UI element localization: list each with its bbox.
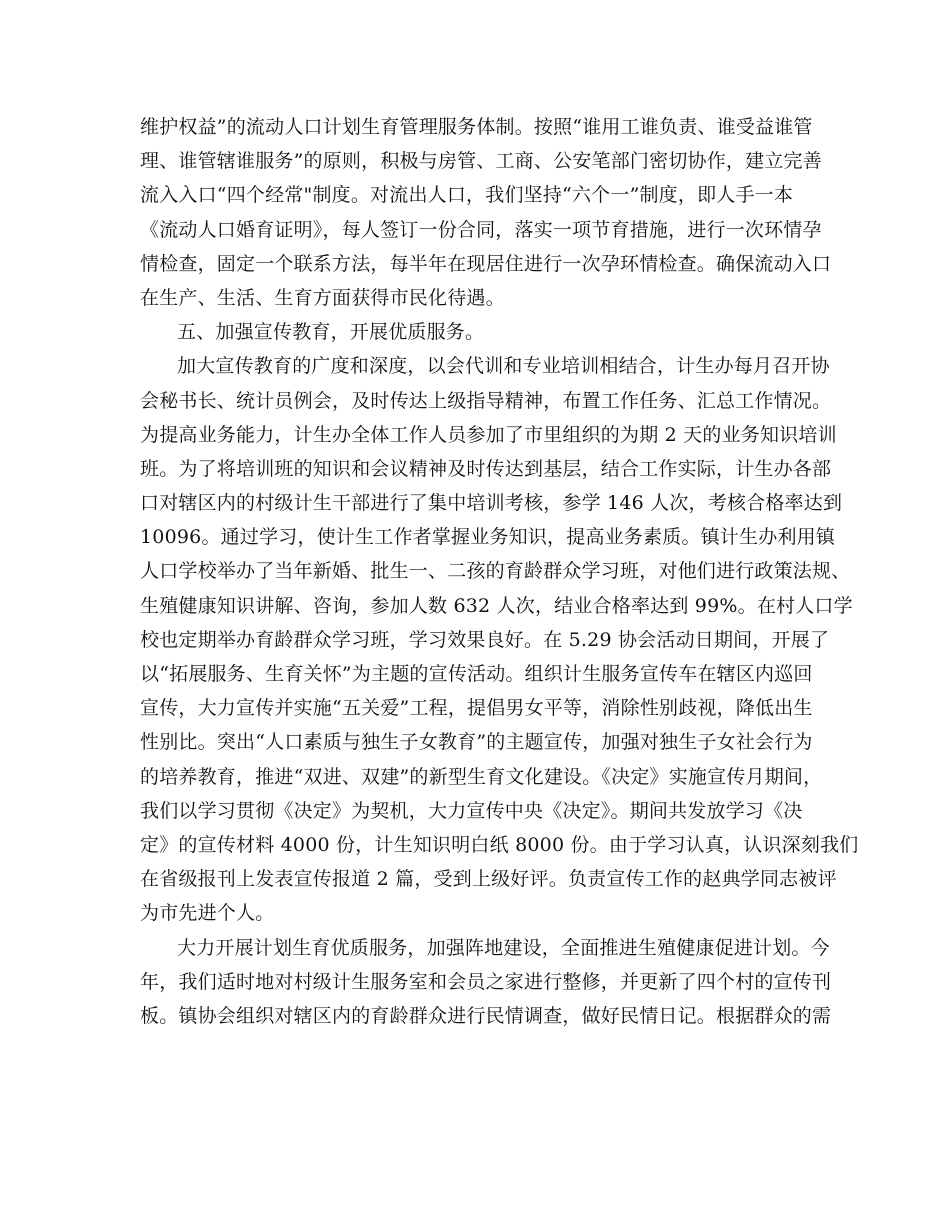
text-line: 的培养教育，推进“双进、双建”的新型生育文化建设。《决定》实施宣传月期间， (140, 765, 823, 788)
text-line: 理、谁管辖谁服务”的原则，积极与房管、工商、公安笔部门密切协作，建立完善 (140, 150, 822, 173)
text-line: 为提高业务能力，计生办全体工作人员参加了市里组织的为期 2 天的业务知识培训 (140, 423, 837, 446)
text-line: 定》的宣传材料 4000 份，计生知识明白纸 8000 份。由于学习认真，认识深刻我们 (140, 833, 859, 856)
text-line: 五、加强宣传教育，开展优质服务。 (177, 321, 485, 344)
text-line: 板。镇协会组织对辖区内的育龄群众进行民情调查，做好民情日记。根据群众的需 (140, 1004, 832, 1027)
text-line: 在生产、生活、生育方面获得市民化待遇。 (140, 286, 505, 309)
text-line: 生殖健康知识讲解、咨询，参加人数 632 人次，结业合格率达到 99%。在村人口学 (140, 594, 853, 617)
text-line: 我们以学习贯彻《决定》为契机，大力宣传中央《决定》。期间共发放学习《决 (140, 799, 803, 822)
text-line: 维护权益”的流动人口计划生育管理服务体制。按照“谁用工谁负责、谁受益谁管 (140, 116, 813, 138)
text-line: 口对辖区内的村级计生干部进行了集中培训考核，参学 146 人次，考核合格率达到 (140, 492, 843, 515)
text-line: 以“拓展服务、生育关怀”为主题的宣传活动。组织计生服务宣传车在辖区内巡回 (140, 663, 813, 685)
text-line: 人口学校举办了当年新婚、批生一、二孩的育龄群众学习班，对他们进行政策法规、 (140, 560, 851, 583)
text-line: 校也定期举办育龄群众学习班，学习效果良好。在 5.29 协会活动日期间，开展了 (140, 628, 830, 651)
text-line: 在省级报刊上发表宣传报道 2 篇，受到上级好评。负责宣传工作的赵典学同志被评 (140, 868, 837, 891)
text-line: 宣传，大力宣传并实施“五关爱”工程，提倡男女平等，消除性别歧视，降低出生 (140, 697, 813, 720)
text-line: 年，我们适时地对村级计生服务室和会员之家进行整修，并更新了四个村的宣传刊 (140, 970, 832, 993)
text-line: 流入入口“四个经常"制度。对流出人口，我们坚持“六个一”制度，即人手一本 (140, 184, 794, 207)
text-line: 加大宣传教育的广度和深度，以会代训和专业培训相结合，计生办每月召开协 (177, 355, 830, 378)
text-line: 大力开展计划生育优质服务，加强阵地建设，全面推进生殖健康促进计划。今 (177, 936, 830, 959)
text-line: 会秘书长、统计员例会，及时传达上级指导精神，布置工作任务、汇总工作情况。 (140, 389, 832, 412)
text-line: 为市先进个人。 (140, 902, 275, 925)
text-line: 10096。通过学习，使计生工作者掌握业务知识，提高业务素质。镇计生办利用镇 (140, 526, 836, 549)
document-body (140, 110, 859, 1033)
text-line: 班。为了将培训班的知识和会议精神及时传达到基层，结合工作实际，计生办各部 (140, 457, 832, 480)
text-line: 性别比。突出“人口素质与独生子女教育”的主题宣传，加强对独生子女社会行为 (140, 731, 813, 754)
text-line: 《流动人口婚育证明》，每人签订一份合同，落实一项节育措施，进行一次环情孕 (140, 218, 822, 241)
text-line: 情检查，固定一个联系方法，每半年在现居住进行一次孕环情检查。确保流动入口 (140, 252, 832, 275)
